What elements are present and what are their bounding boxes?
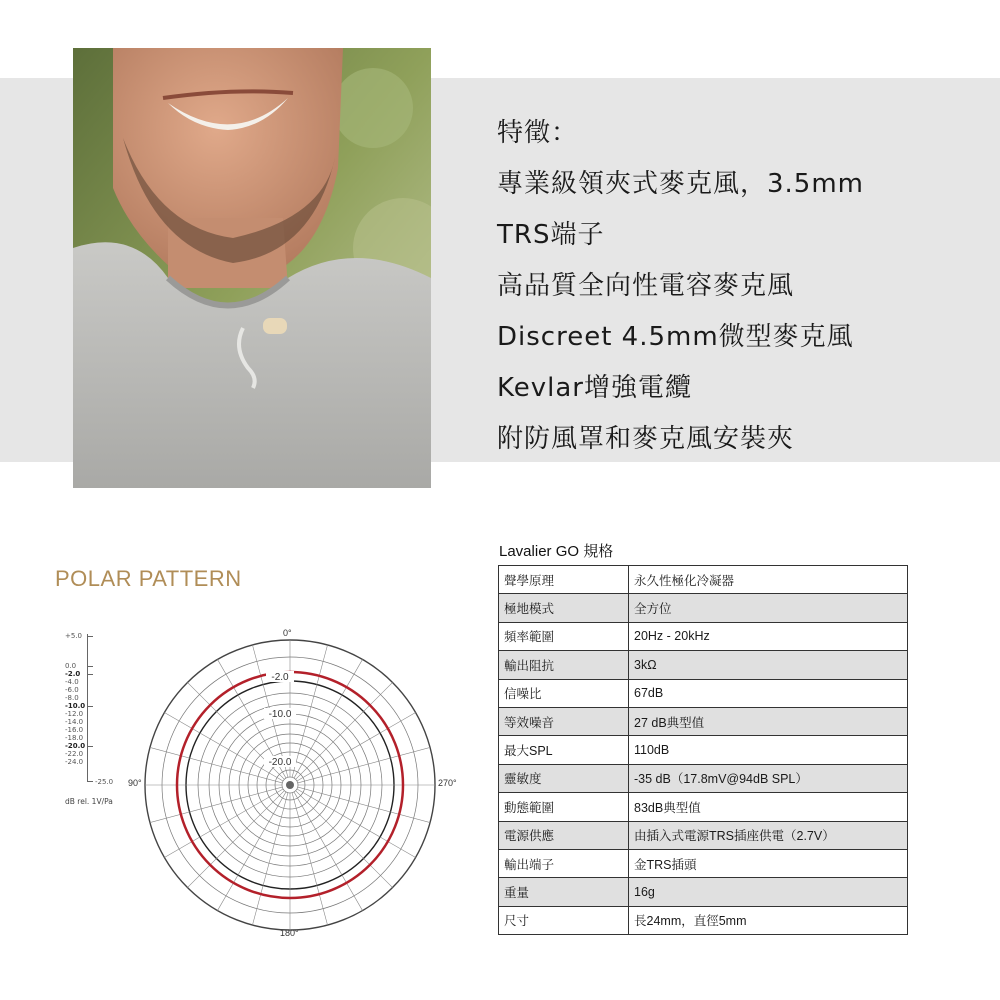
scale-label: -10.0 <box>65 702 86 710</box>
polar-pattern-title: POLAR PATTERN <box>55 566 242 591</box>
spec-key: 最大SPL <box>499 736 629 764</box>
ring-label: -20.0 <box>268 757 292 768</box>
spec-value: 16g <box>629 878 908 906</box>
specs-table <box>498 565 908 935</box>
spec-value: 27 dB典型值 <box>629 707 908 735</box>
table-row <box>499 764 908 792</box>
polar-grid-spoke <box>187 791 284 888</box>
table-row <box>499 651 908 679</box>
polar-grid-spoke <box>296 791 393 888</box>
angle-label-270: 270° <box>438 778 457 788</box>
ring-label: -10.0 <box>268 709 292 720</box>
features-heading: 特徵： <box>497 118 579 148</box>
scale-axis <box>87 634 88 781</box>
spec-value: 全方位 <box>629 594 908 622</box>
spec-key: 極地模式 <box>499 594 629 622</box>
spec-key: 尺寸 <box>499 906 629 934</box>
angle-label-90: 90° <box>128 778 142 788</box>
scale-mark <box>87 746 93 747</box>
spec-key: 靈敏度 <box>499 764 629 792</box>
table-row <box>499 821 908 849</box>
scale-mark <box>87 706 93 707</box>
polar-grid-spoke <box>150 747 282 782</box>
table-row <box>499 679 908 707</box>
table-row <box>499 707 908 735</box>
polar-grid-spoke <box>164 789 283 858</box>
scale-mark <box>87 636 93 637</box>
scale-mark <box>87 781 93 782</box>
feature-item: Discreet 4.5mm微型麥克風 <box>497 322 854 352</box>
scale-label: -22.0 <box>65 750 84 758</box>
scale-label: -25.0 <box>95 778 114 786</box>
polar-grid-spoke <box>252 793 287 925</box>
table-row <box>499 849 908 877</box>
spec-value: 83dB典型值 <box>629 793 908 821</box>
spec-key: 等效噪音 <box>499 707 629 735</box>
table-row <box>499 566 908 594</box>
polar-grid-spoke <box>294 659 363 778</box>
polar-pattern-diagram <box>140 620 460 940</box>
polar-grid-spoke <box>297 789 416 858</box>
scale-label: -16.0 <box>65 726 84 734</box>
spec-key: 動態範圍 <box>499 793 629 821</box>
scale-mark <box>87 666 93 667</box>
polar-grid-spoke <box>150 787 282 822</box>
ring-label: -2.0 <box>271 672 289 683</box>
scale-label: +5.0 <box>65 632 82 640</box>
feature-item: TRS端子 <box>497 220 605 250</box>
polar-grid-spoke <box>218 792 287 911</box>
angle-label-180: 180° <box>280 928 299 938</box>
scale-label: -14.0 <box>65 718 84 726</box>
scale-label: -24.0 <box>65 758 84 766</box>
specs-title: Lavalier GO 規格 <box>499 543 614 560</box>
feature-item: Kevlar增強電纜 <box>497 373 692 403</box>
feature-item: 附防風罩和麥克風安裝夾 <box>497 424 795 454</box>
polar-grid-spoke <box>298 787 430 822</box>
polar-grid-spoke <box>297 713 416 782</box>
feature-item: 高品質全向性電容麥克風 <box>497 271 795 301</box>
polar-grid-spoke <box>298 747 430 782</box>
polar-center <box>286 781 294 789</box>
spec-key: 頻率範圍 <box>499 622 629 650</box>
table-row <box>499 736 908 764</box>
spec-key: 輸出端子 <box>499 849 629 877</box>
table-row <box>499 793 908 821</box>
table-row <box>499 594 908 622</box>
polar-db-scale <box>55 622 140 822</box>
spec-value: 110dB <box>629 736 908 764</box>
spec-key: 信噪比 <box>499 679 629 707</box>
polar-grid-spoke <box>296 682 393 779</box>
scale-label: -12.0 <box>65 710 84 718</box>
polar-grid-spoke <box>292 645 327 777</box>
scale-mark <box>87 674 93 675</box>
spec-value: 20Hz - 20kHz <box>629 622 908 650</box>
table-row <box>499 878 908 906</box>
spec-value: 67dB <box>629 679 908 707</box>
polar-grid-spoke <box>164 713 283 782</box>
scale-label: -4.0 <box>65 678 79 686</box>
polar-grid-spoke <box>294 792 363 911</box>
feature-item: 專業級領夾式麥克風，3.5mm <box>497 169 865 199</box>
scale-unit: dB rel. 1V/Pa <box>65 797 113 806</box>
table-row <box>499 622 908 650</box>
polar-grid-spoke <box>292 793 327 925</box>
spec-value: 金TRS插頭 <box>629 849 908 877</box>
scale-label: -8.0 <box>65 694 79 702</box>
spec-key: 聲學原理 <box>499 566 629 594</box>
scale-label: -6.0 <box>65 686 79 694</box>
features-list <box>497 108 977 465</box>
table-row <box>499 906 908 934</box>
spec-value: 3kΩ <box>629 651 908 679</box>
spec-key: 輸出阻抗 <box>499 651 629 679</box>
angle-label-0: 0° <box>283 628 292 638</box>
spec-value: 由插入式電源TRS插座供電（2.7V） <box>629 821 908 849</box>
scale-label: -20.0 <box>65 742 86 750</box>
spec-value: 永久性極化冷凝器 <box>629 566 908 594</box>
scale-label: -18.0 <box>65 734 84 742</box>
scale-label: 0.0 <box>65 662 77 670</box>
spec-key: 重量 <box>499 878 629 906</box>
product-photo <box>73 48 431 488</box>
spec-key: 電源供應 <box>499 821 629 849</box>
spec-value: 長24mm，直徑5mm <box>629 906 908 934</box>
spec-value: -35 dB（17.8mV@94dB SPL） <box>629 764 908 792</box>
scale-label: -2.0 <box>65 670 81 678</box>
